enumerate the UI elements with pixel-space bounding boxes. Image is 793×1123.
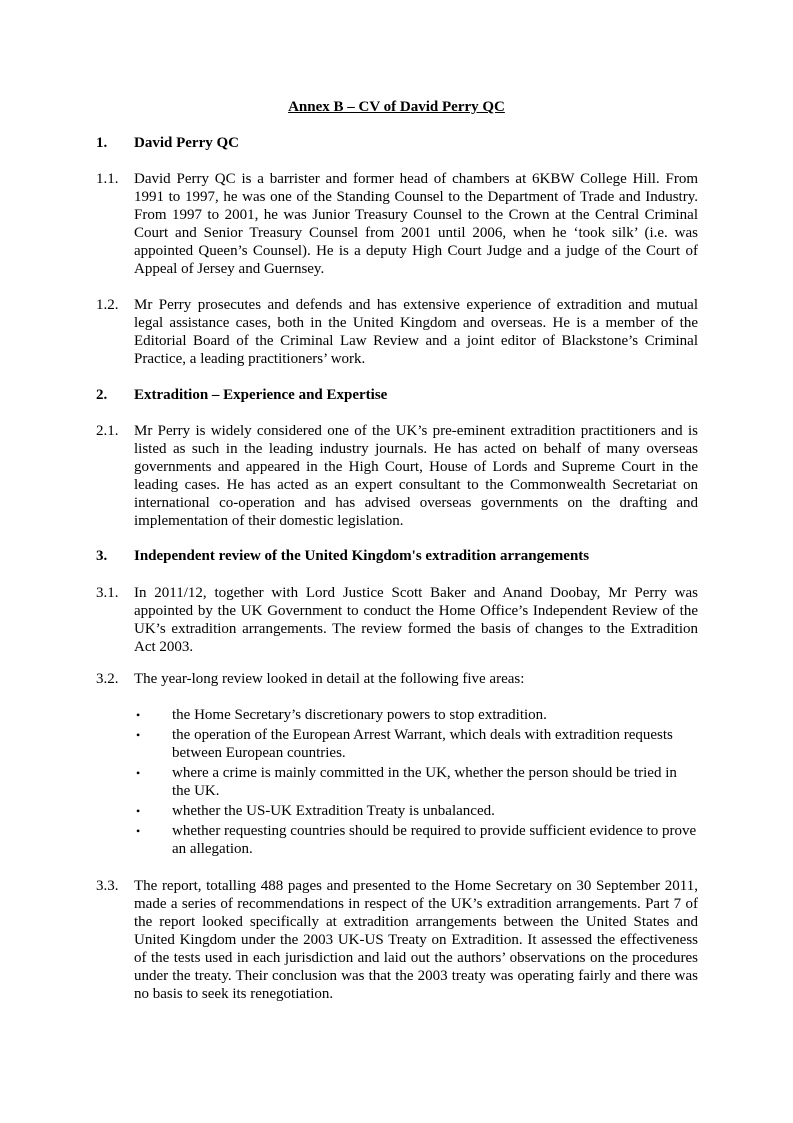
paragraph-number: 1.1. [96, 171, 119, 187]
list-item [134, 764, 698, 800]
list-item [134, 822, 698, 858]
list-item [134, 802, 698, 820]
paragraph-text: The report, totalling 488 pages and presented to the Home Secretary on 30 September 2011, made a series of recommendations in respect of the UK’s extradition arrangements. Part 7 of the report looked specifically at extradition arrangements between the United States and United Kingdom under the 2003 UK-US Treaty on Extradition. It assessed the effectiveness of the tests used in each jurisdiction and laid out the authors’ observations on the procedures under the treaty. Their conclusion was that the 2003 treaty was operating fairly and there was no basis to seek its renegotiation. [134, 878, 698, 1002]
paragraph-number: 3.1. [96, 585, 119, 601]
section-title: Extradition – Experience and Expertise [134, 387, 388, 403]
paragraph-text: Mr Perry prosecutes and defends and has extensive experience of extradition and mutual legal assistance cases, both in the United Kingdom and overseas. He is a member of the Editorial Board of the Criminal Law Review and a joint editor of Blackstone’s Criminal Practice, a leading practitioners’ work. [134, 297, 698, 367]
paragraph-number: 3.2. [96, 671, 119, 687]
paragraph-text: David Perry QC is a barrister and former head of chambers at 6KBW College Hill. From 1991 to 1997, he was one of the Standing Counsel to the Department of Trade and Industry. From 1997 to 2001, he was Junior Treasury Counsel to the Crown at the Central Criminal Court and Senior Treasury Counsel from 2001 until 2006, when he ‘took silk’ (i.e. was appointed Queen’s Counsel). He is a deputy High Court Judge and a judge of the Court of Appeal of Jersey and Guernsey. [134, 171, 698, 277]
paragraph-number: 3.3. [96, 878, 119, 894]
paragraph-3-1 [96, 584, 698, 656]
list-item-text: whether the US-UK Extradition Treaty is unbalanced. [172, 803, 495, 819]
paragraph-text: The year-long review looked in detail at the following five areas: [134, 671, 525, 687]
paragraph-number: 2.1. [96, 423, 119, 439]
list-item-text: the Home Secretary’s discretionary powers to stop extradition. [172, 707, 547, 723]
paragraph-text: Mr Perry is widely considered one of the UK’s pre-eminent extradition practitioners and is listed as such in the leading industry journals. He has acted on behalf of many overseas governments and appeared in the High Court, House of Lords and Supreme Court in the leading cases. He has acted as an expert consultant to the Commonwealth Secretariat on international co-operation and has advised overseas governments on the drafting and implementation of their domestic legislation. [134, 423, 698, 529]
bullet-icon: • [136, 708, 141, 722]
paragraph-3-3 [96, 877, 698, 1003]
paragraph-3-2 [96, 670, 698, 688]
bullet-icon: • [136, 824, 141, 838]
section-number: 3. [96, 548, 108, 564]
review-areas-list [134, 706, 698, 860]
bullet-icon: • [136, 728, 141, 742]
bullet-icon: • [136, 804, 141, 818]
section-heading-3 [96, 547, 698, 565]
list-item-text: whether requesting countries should be required to provide sufficient evidence to prove an allegation. [172, 823, 697, 857]
list-item [134, 726, 698, 762]
paragraph-1-2 [96, 296, 698, 368]
section-title: David Perry QC [134, 135, 239, 151]
paragraph-text: In 2011/12, together with Lord Justice Scott Baker and Anand Doobay, Mr Perry was appointed by the UK Government to conduct the Home Office’s Independent Review of the UK’s extradition arrangements. The review formed the basis of changes to the Extradition Act 2003. [134, 585, 698, 655]
section-heading-1 [96, 134, 698, 152]
paragraph-2-1 [96, 422, 698, 530]
bullet-icon: • [136, 766, 141, 780]
section-title: Independent review of the United Kingdom's extradition arrangements [134, 548, 590, 564]
paragraph-1-1 [96, 170, 698, 278]
section-heading-2 [96, 386, 698, 404]
document-title: Annex B – CV of David Perry QC [288, 99, 505, 115]
paragraph-number: 1.2. [96, 297, 119, 313]
list-item-text: where a crime is mainly committed in the UK, whether the person should be tried in the UK. [172, 765, 677, 799]
section-number: 1. [96, 135, 108, 151]
list-item-text: the operation of the European Arrest Warrant, which deals with extradition requests between European countries. [172, 727, 673, 761]
section-number: 2. [96, 387, 108, 403]
list-item [134, 706, 698, 724]
